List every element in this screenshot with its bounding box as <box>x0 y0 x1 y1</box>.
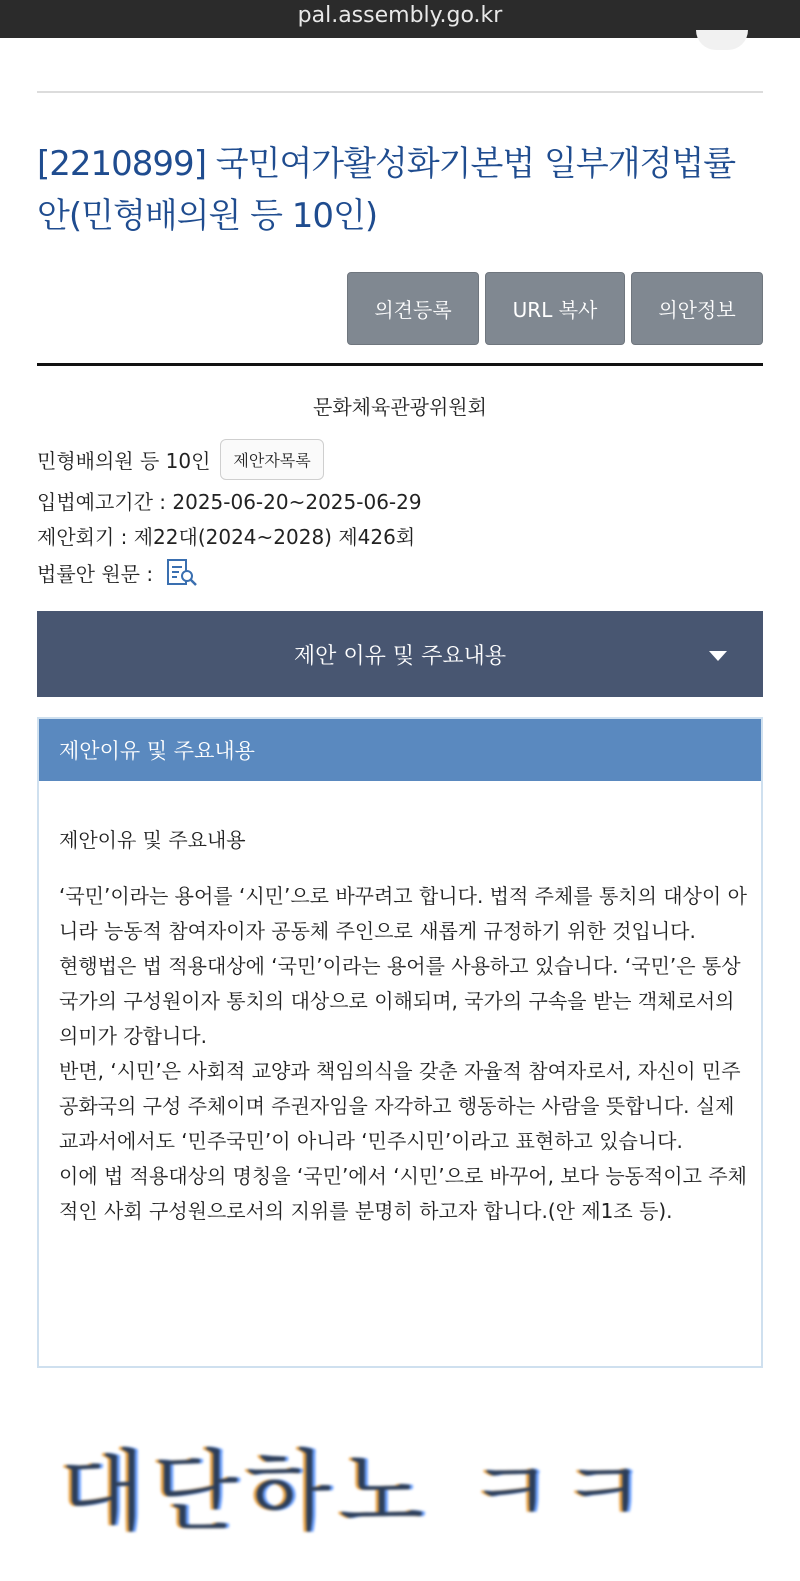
caption-text: 대단하노 ㅋㅋ <box>60 1440 655 1543</box>
divider-thick <box>37 363 763 366</box>
original-text-row <box>37 557 199 587</box>
chevron-down-icon <box>709 651 727 661</box>
opinion-register-button[interactable]: 의견등록 <box>347 272 479 345</box>
divider <box>37 91 763 93</box>
document-search-icon[interactable] <box>165 557 199 587</box>
paragraph: 이에 법 적용대상의 명칭을 ‘국민’에서 ‘시민’으로 바꾸어, 보다 능동적이고 주체적인 사회 구성원으로서의 지위를 분명히 하고자 합니다.(안 제1조 등). <box>59 1164 747 1223</box>
committee-name: 문화체육관광위원회 <box>313 395 487 419</box>
panel-subtitle: 제안이유 및 주요내용 <box>59 828 246 852</box>
panel-body <box>59 879 749 1229</box>
proposer-list-button[interactable]: 제안자목록 <box>220 439 323 480</box>
session-info: 제안회기 : 제22대(2024~2028) 제426회 <box>37 525 416 549</box>
accordion-label: 제안 이유 및 주요내용 <box>293 643 507 669</box>
reason-panel <box>37 717 763 1368</box>
url-text: pal.assembly.go.kr <box>297 3 503 28</box>
paragraph: 현행법은 법 적용대상에 ‘국민’이라는 용어를 사용하고 있습니다. ‘국민’은 통상 국가의 구성원이자 통치의 대상으로 이해되며, 국가의 구속을 받는 객체로서의 의미가 강합니다. <box>59 954 741 1048</box>
copy-url-button[interactable]: URL 복사 <box>485 272 625 345</box>
page-title: [2210899] 국민여가활성화기본법 일부개정법률안(민형배의원 등 10인) <box>37 144 736 236</box>
panel-header: 제안이유 및 주요내용 <box>39 719 761 781</box>
proposer-row <box>37 439 324 480</box>
paragraph: 반면, ‘시민’은 사회적 교양과 책임의식을 갖춘 자율적 참여자로서, 자신이 민주공화국의 구성 주체이며 주권자임을 자각하고 행동하는 사람을 뜻합니다. 실제 교과서에서도 ‘민주국민’이 아니라 ‘민주시민’이라고 표현하고 있습니다. <box>59 1059 741 1153</box>
floating-circle-button[interactable] <box>696 30 748 50</box>
original-label: 법률안 원문 : <box>37 561 154 586</box>
reason-accordion[interactable] <box>37 611 763 697</box>
browser-url-bar[interactable] <box>0 0 800 38</box>
proposer-text: 민형배의원 등 10인 <box>37 449 211 473</box>
paragraph: ‘국민’이라는 용어를 ‘시민’으로 바꾸려고 합니다. 법적 주체를 통치의 대상이 아니라 능동적 참여자이자 공동체 주인으로 새롭게 규정하기 위한 것입니다. <box>59 884 747 943</box>
action-buttons <box>347 272 763 345</box>
bill-info-button[interactable]: 의안정보 <box>631 272 763 345</box>
notice-period: 입법예고기간 : 2025-06-20~2025-06-29 <box>37 490 422 514</box>
